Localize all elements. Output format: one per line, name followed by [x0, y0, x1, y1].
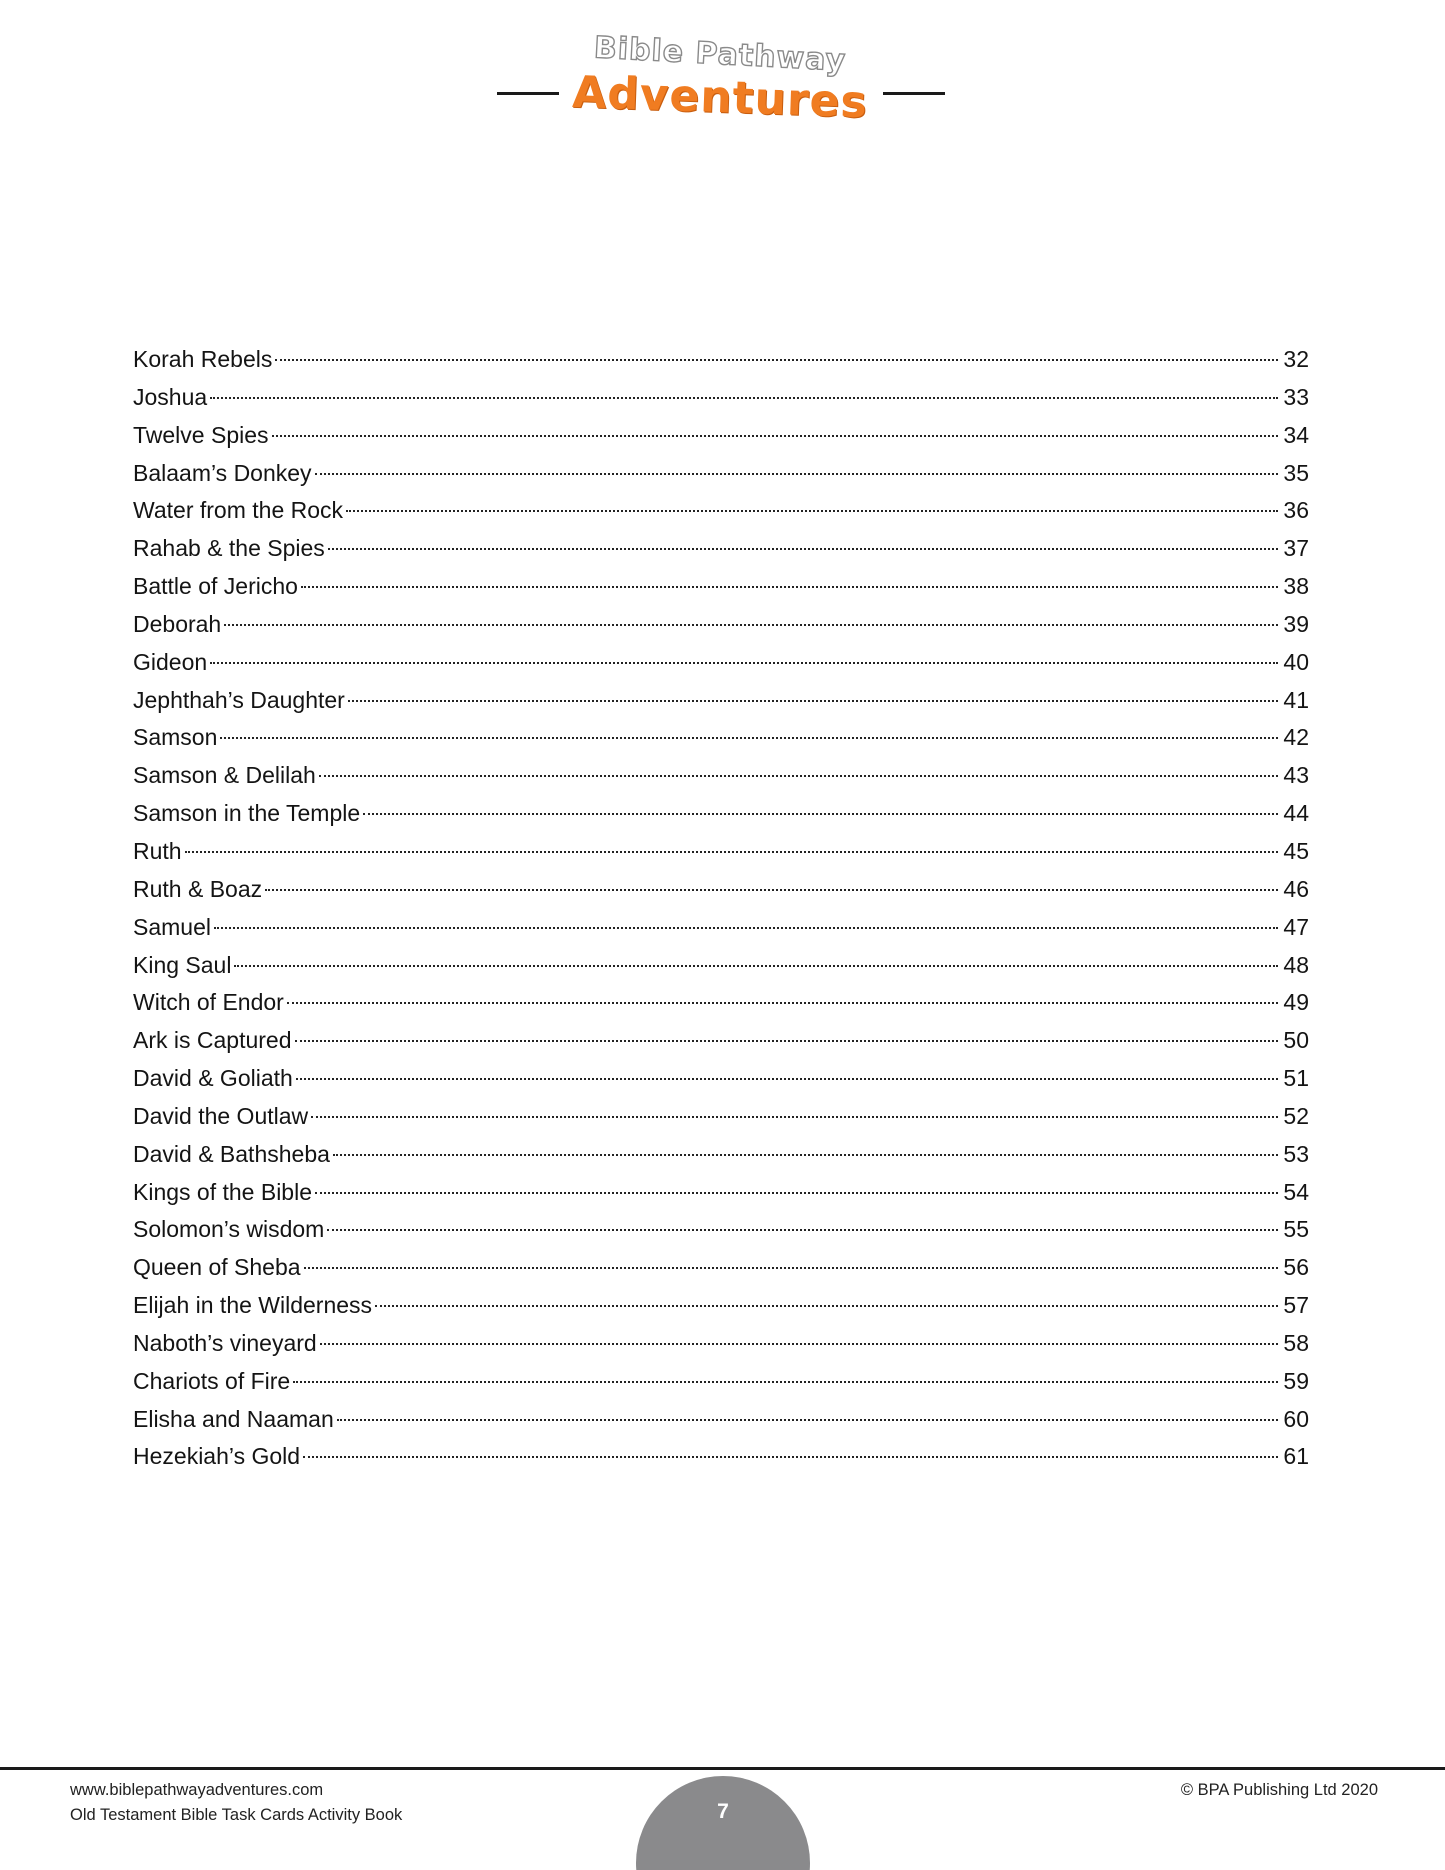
toc-dot-leader — [311, 1116, 1278, 1118]
toc-entry-title: Hezekiah’s Gold — [133, 1443, 301, 1470]
toc-entry-title: Samson in the Temple — [133, 800, 361, 827]
toc-entry-title: Samuel — [133, 913, 211, 940]
toc-entry-page: 47 — [1283, 913, 1309, 940]
toc-entry-title: Korah Rebels — [133, 346, 273, 372]
toc-dot-leader — [275, 359, 1278, 361]
toc-entry-title: Solomon’s wisdom — [133, 1216, 325, 1243]
toc-entry-page: 54 — [1283, 1178, 1309, 1205]
toc-entry-title: Elijah in the Wilderness — [133, 1292, 373, 1319]
toc-dot-leader — [328, 548, 1278, 550]
footer-left — [70, 1778, 402, 1828]
toc-entry-page: 60 — [1283, 1405, 1309, 1432]
toc-entry-page: 51 — [1283, 1065, 1309, 1092]
toc-entry-page: 37 — [1283, 535, 1309, 562]
toc-dot-leader — [337, 1419, 1278, 1421]
toc-dot-leader — [303, 1456, 1278, 1458]
toc-entry-title: Samson & Delilah — [133, 762, 316, 789]
toc-entry-title: Water from the Rock — [133, 497, 344, 524]
toc-entry-page: 58 — [1283, 1329, 1309, 1356]
toc-entry-page: 36 — [1283, 497, 1309, 524]
toc-entry-title: Ruth & Boaz — [133, 875, 263, 902]
toc-entry — [133, 455, 1309, 493]
toc-dot-leader — [287, 1002, 1278, 1004]
toc-entry-title: Queen of Sheba — [133, 1254, 301, 1281]
toc-entry-page: 40 — [1283, 648, 1309, 675]
toc-dot-leader — [295, 1040, 1278, 1042]
toc-entry — [133, 1136, 1309, 1174]
toc-dot-leader — [234, 965, 1278, 967]
toc-entry-title: David & Goliath — [133, 1065, 293, 1092]
toc-entry — [133, 719, 1309, 757]
toc-entry-page: 48 — [1283, 951, 1309, 978]
toc-entry — [133, 379, 1309, 417]
footer-book-title: Old Testament Bible Task Cards Activity Book — [70, 1806, 403, 1824]
toc-entry — [133, 644, 1309, 682]
toc-entry-title: Ark is Captured — [133, 1027, 292, 1054]
toc-entry-title: Gideon — [133, 648, 208, 675]
toc-entry-page: 35 — [1283, 459, 1309, 486]
logo-line-2: Adventures — [571, 66, 869, 129]
toc-dot-leader — [375, 1305, 1278, 1307]
toc-entry — [133, 1363, 1309, 1401]
toc-entry — [133, 341, 1309, 379]
toc-entry-title: Joshua — [133, 383, 208, 410]
toc-entry-title: Jephthah’s Daughter — [133, 686, 345, 713]
toc-entry-page: 52 — [1283, 1102, 1309, 1129]
toc-entry-title: Deborah — [133, 610, 222, 637]
toc-dot-leader — [363, 813, 1278, 815]
toc-entry-title: Elisha and Naaman — [133, 1405, 334, 1432]
toc-entry-title: Ruth — [133, 837, 182, 864]
toc-dot-leader — [210, 397, 1278, 399]
toc-entry — [133, 1287, 1309, 1325]
toc-entry — [133, 417, 1309, 455]
toc-entry-page: 56 — [1283, 1254, 1309, 1281]
brand-logo — [560, 28, 880, 138]
toc-dot-leader — [214, 927, 1278, 929]
footer-website: www.biblepathwayadventures.com — [70, 1781, 324, 1799]
toc-dot-leader — [265, 889, 1278, 891]
toc-entry-page: 46 — [1283, 875, 1309, 902]
toc-entry-page: 50 — [1283, 1027, 1309, 1054]
toc-entry — [133, 530, 1309, 568]
toc-entry-title: Balaam’s Donkey — [133, 459, 312, 486]
toc-entry-title: Rahab & the Spies — [133, 535, 325, 562]
toc-dot-leader — [296, 1078, 1278, 1080]
header — [0, 28, 1445, 138]
toc-entry-title: Twelve Spies — [133, 421, 269, 448]
toc-entry — [133, 909, 1309, 947]
toc-entry — [133, 833, 1309, 871]
table-of-contents — [133, 341, 1309, 1476]
toc-dot-leader — [224, 624, 1278, 626]
toc-entry — [133, 1249, 1309, 1287]
toc-entry-title: Kings of the Bible — [133, 1178, 313, 1205]
toc-entry — [133, 1438, 1309, 1476]
toc-entry — [133, 1098, 1309, 1136]
toc-entry — [133, 1174, 1309, 1212]
toc-dot-leader — [301, 586, 1278, 588]
toc-entry-page: 38 — [1283, 573, 1309, 600]
toc-entry-page: 32 — [1283, 346, 1309, 372]
toc-dot-leader — [348, 700, 1278, 702]
toc-entry-title: Chariots of Fire — [133, 1367, 291, 1394]
toc-dot-leader — [293, 1381, 1278, 1383]
toc-entry-page: 57 — [1283, 1292, 1309, 1319]
toc-dot-leader — [315, 1192, 1278, 1194]
toc-entry — [133, 606, 1309, 644]
toc-dot-leader — [346, 510, 1278, 512]
footer-copyright: © BPA Publishing Ltd 2020 — [1180, 1781, 1378, 1799]
toc-dot-leader — [272, 435, 1278, 437]
toc-entry-title: Witch of Endor — [133, 989, 284, 1016]
toc-entry — [133, 568, 1309, 606]
toc-dot-leader — [210, 662, 1278, 664]
toc-entry-title: David & Bathsheba — [133, 1140, 330, 1167]
toc-entry — [133, 682, 1309, 720]
toc-entry — [133, 1060, 1309, 1098]
toc-dot-leader — [220, 737, 1278, 739]
toc-dot-leader — [315, 473, 1278, 475]
toc-entry-page: 34 — [1283, 421, 1309, 448]
toc-dot-leader — [319, 775, 1278, 777]
toc-entry-page: 59 — [1283, 1367, 1309, 1394]
toc-dot-leader — [333, 1154, 1278, 1156]
toc-entry-title: Battle of Jericho — [133, 573, 298, 600]
toc-entry-title: Naboth’s vineyard — [133, 1329, 317, 1356]
footer-divider — [0, 1767, 1445, 1770]
toc-dot-leader — [327, 1229, 1278, 1231]
toc-entry-page: 49 — [1283, 989, 1309, 1016]
toc-entry — [133, 757, 1309, 795]
toc-entry — [133, 1325, 1309, 1363]
toc-entry — [133, 1022, 1309, 1060]
toc-entry-page: 41 — [1283, 686, 1309, 713]
logo-line-1: Bible Pathway — [593, 30, 847, 79]
toc-entry-page: 43 — [1283, 762, 1309, 789]
toc-entry — [133, 795, 1309, 833]
toc-entry — [133, 492, 1309, 530]
toc-entry — [133, 947, 1309, 985]
toc-dot-leader — [304, 1267, 1278, 1269]
toc-entry-page: 61 — [1283, 1443, 1309, 1470]
logo-rule-left — [497, 92, 559, 95]
toc-entry — [133, 1401, 1309, 1439]
toc-entry — [133, 984, 1309, 1022]
toc-entry — [133, 871, 1309, 909]
toc-entry-title: Samson — [133, 724, 218, 751]
toc-entry-page: 53 — [1283, 1140, 1309, 1167]
page-number: 7 — [717, 1800, 729, 1823]
toc-entry-title: David the Outlaw — [133, 1102, 309, 1129]
toc-entry-page: 55 — [1283, 1216, 1309, 1243]
toc-entry-page: 45 — [1283, 837, 1309, 864]
toc-entry — [133, 1211, 1309, 1249]
toc-dot-leader — [320, 1343, 1278, 1345]
toc-entry-title: King Saul — [133, 951, 232, 978]
logo-rule-right — [883, 92, 945, 95]
toc-entry-page: 33 — [1283, 383, 1309, 410]
toc-dot-leader — [185, 851, 1278, 853]
toc-entry-page: 42 — [1283, 724, 1309, 751]
toc-entry-page: 39 — [1283, 610, 1309, 637]
toc-entry-page: 44 — [1283, 800, 1309, 827]
